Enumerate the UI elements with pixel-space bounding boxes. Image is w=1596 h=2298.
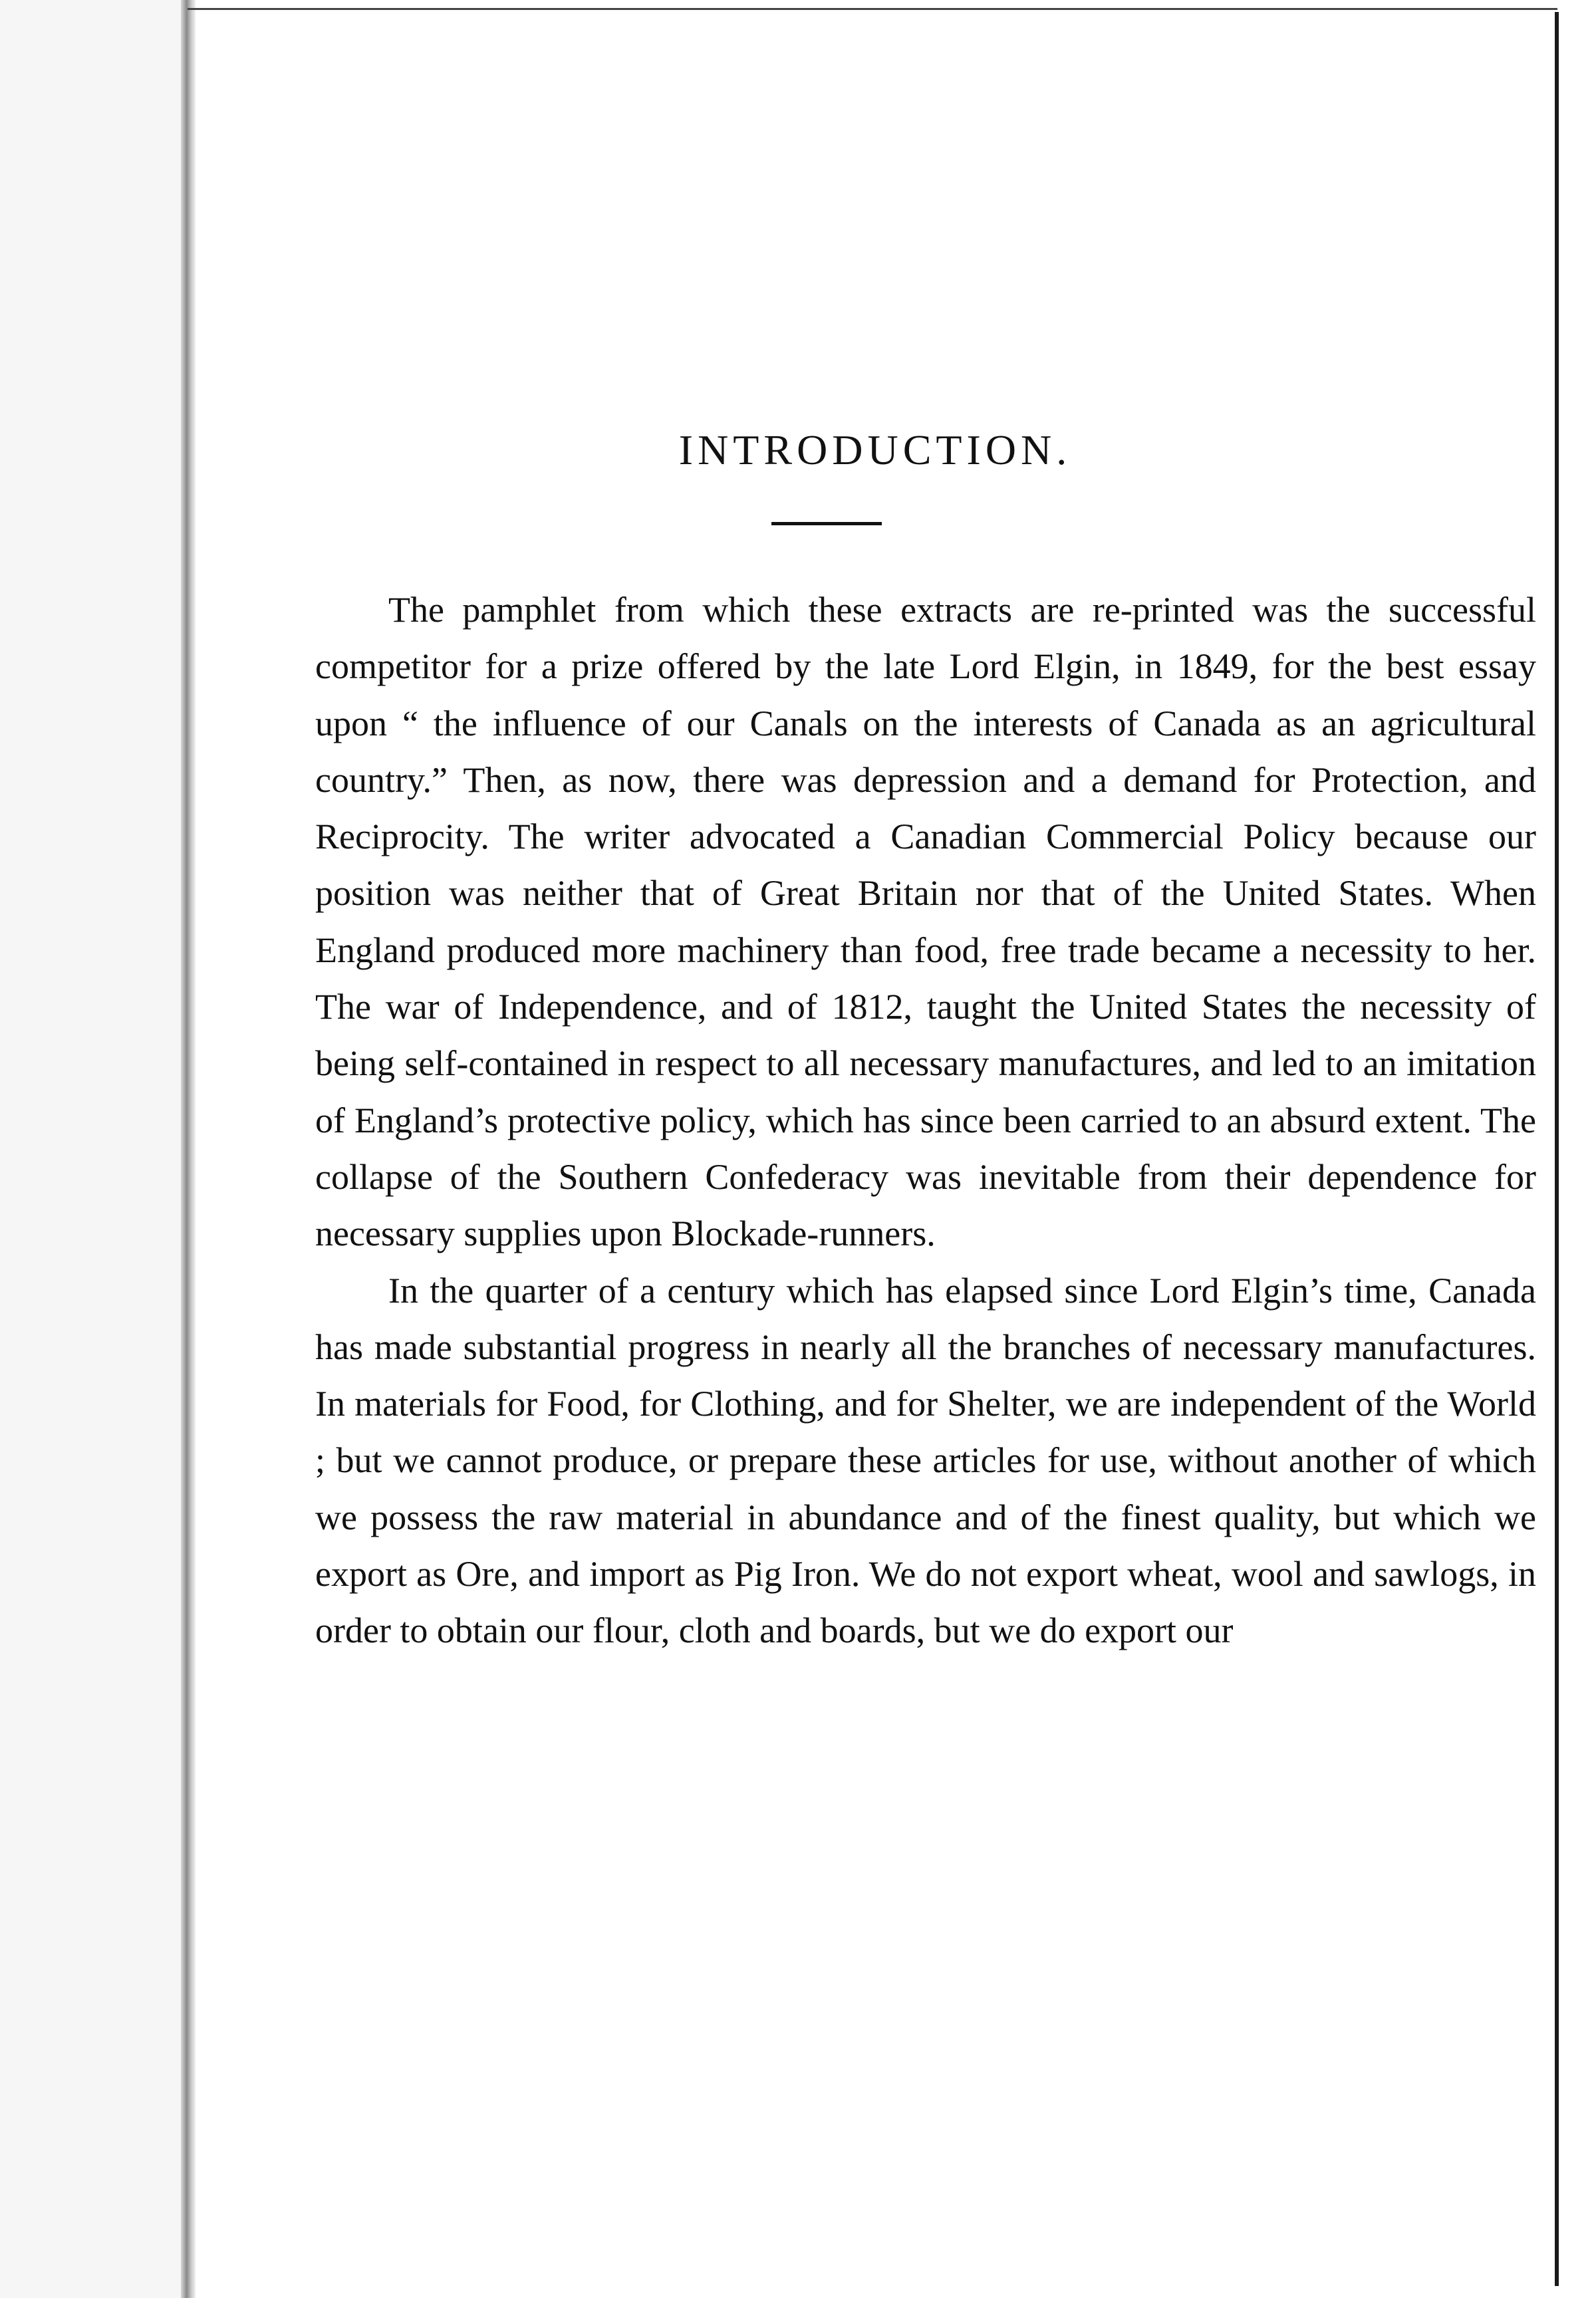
page-title: INTRODUCTION.: [678, 426, 1072, 473]
paragraph-2: In the quarter of a century which has elapsed since Lord Elgin’s time, Canada has made substantial progress in nearly all the branches of necessary manufactures. In materials for Food, for Clothing, and for Shelter, we are independent of the World ; but we cannot produce, or prepare these articles for use, without another of which we possess the raw material in abundance and of the finest quality, but which we export as Ore, and import as Pig Iron. We do not export wheat, wool and sawlogs, in order to obtain our flour, cloth and boards, but we do export our: [315, 1270, 1536, 1651]
facing-page: [0, 0, 188, 2298]
binding-gutter: [181, 0, 196, 2298]
title-rule: [771, 522, 882, 525]
book-page: [196, 10, 1555, 2285]
body-text: [315, 582, 1536, 1660]
paragraph-1: The pamphlet from which these extracts are re-printed was the successful competitor for a prize offered by the late Lord Elgin, in 1849, for the best essay upon “ the influence of our Canals on the interests of Canada as an agricultural country.” Then, as now, there was depression and a demand for Protection, and Reciprocity. The writer advocated a Canadian Commercial Policy because our position was neither that of Great Britain nor that of the United States. When England produced more machinery than food, free trade became a necessity to her. The war of Independence, and of 1812, taught the United States the necessity of being self-contained in respect to all necessary manufactures, and led to an imitation of England’s protective policy, which has since been carried to an absurd extent. The collapse of the Southern Confederacy was inevitable from their dependence for necessary supplies upon Blockade-runners.: [315, 590, 1536, 1254]
page-right-edge: [1555, 12, 1559, 2286]
